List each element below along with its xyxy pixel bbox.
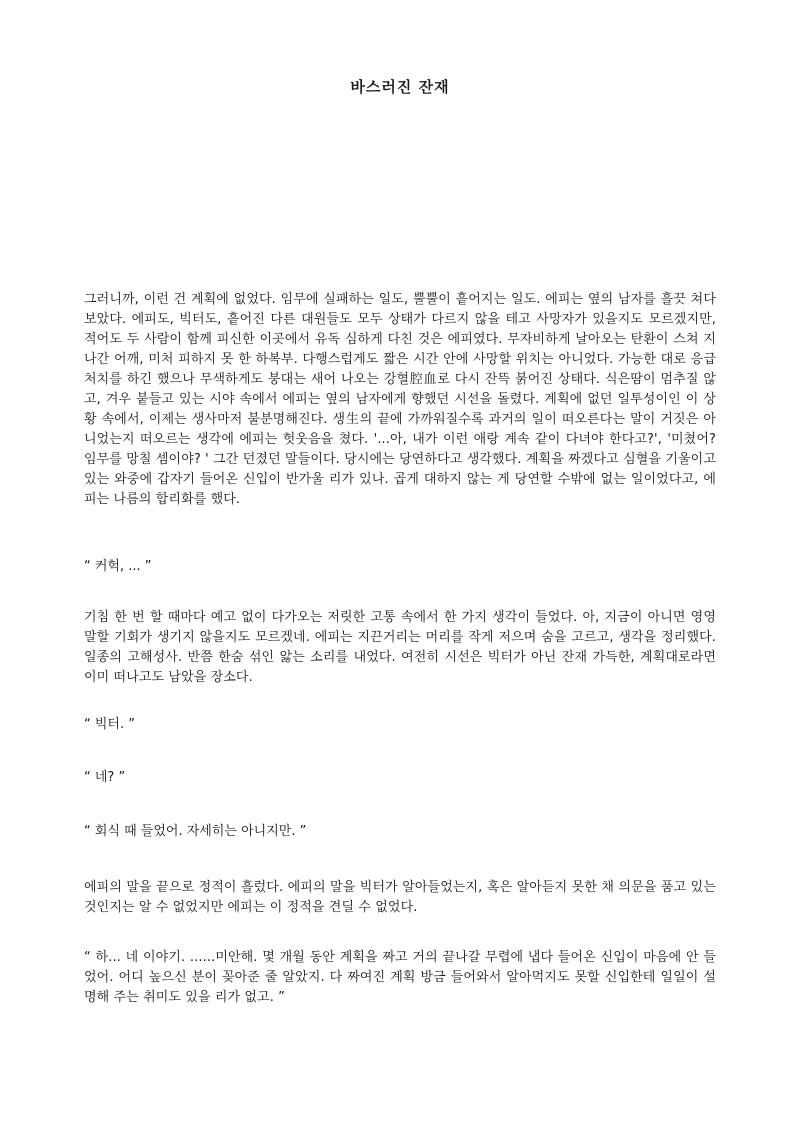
dialogue-paragraph: “ 하... 네 이야기. ......미안해. 몇 개월 동안 계획을 짜고 거의 끝나갈 무렵에 냅다 들어온 신입이 마음에 안 들었어. 어디 높으신 분이 꽂아준 줄 알았지. 다 짜여진 계획 방금 들어와서 알아먹지도 못할 신입한테 일일이 설명해 주는 취미도 있을 리가 없고. ”: [84, 950, 716, 1005]
narrative-paragraph: 그러니까, 이런 건 계획에 없었다. 임무에 실패하는 일도, 뿔뿔이 흩어지는 일도. 에피는 옆의 남자를 흘끗 쳐다보았다. 에피도, 빅터도, 흩어진 다른 대원들도 모두 상태가 다르지 않을 테고 사망자가 있을지도 모르겠지만, 적어도 두 사람이 함께 피신한 이곳에서 유독 심하게 다친 것은 에피였다. 무자비하게 날아오는 탄환이 스쳐 지나간 어깨, 미처 피하지 못 한 하복부. 다행스럽게도 짧은 시간 안에 사망할 위치는 아니었다. 가능한 대로 응급처치를 하긴 했으나 무색하게도 붕대는 새어 나오는 강혈腔血로 다시 잔뜩 붉어진 상태다. 식은땀이 멈추질 않고, 겨우 붙들고 있는 시야 속에서 에피는 옆의 남자에게 향했던 시선을 돌렸다. 계획에 없던 일투성이인 이 상황 속에서, 이제는 생사마저 불분명해진다. 생生의 끝에 가까워질수록 과거의 일이 떠오른다는 말이 거짓은 아니었는지 떠오르는 생각에 에피는 헛웃음을 쳤다. '...아, 내가 이런 애랑 계속 같이 다녀야 한다고?', '미쳤어? 임무를 망칠 셈이야? ' 그간 던졌던 말들이다. 당시에는 당연하다고 생각했다. 계획을 짜겠다고 심혈을 기울이고 있는 와중에 갑자기 들어온 신입이 반가울 리가 있나. 곱게 대하지 않는 게 당연할 수밖에 없는 일이었다고, 에피는 나름의 합리화를 했다.: [84, 292, 716, 507]
narrative-paragraph: 기침 한 번 할 때마다 예고 없이 다가오는 저릿한 고통 속에서 한 가지 생각이 들었다. 아, 지금이 아니면 영영 말할 기회가 생기지 않을지도 모르겠네. 에피는 지끈거리는 머리를 작게 저으며 숨을 고르고, 생각을 정리했다. 일종의 고해성사. 반쯤 한숨 섞인 앓는 소리를 내었다. 여전히 시선은 빅터가 아닌 잔재 가득한, 계획대로라면 이미 떠나고도 남았을 장소다.: [84, 610, 716, 685]
document-title: 바스러진 잔재: [350, 78, 450, 96]
dialogue-line: “ 빅터. ”: [84, 717, 135, 732]
dialogue-line: “ 회식 때 들었어. 자세히는 아니지만. ”: [84, 824, 307, 839]
narrative-paragraph: 에피의 말을 끝으로 정적이 흘렀다. 에피의 말을 빅터가 알아들었는지, 혹은 알아듣지 못한 채 의문을 품고 있는 것인지는 알 수 없었지만 에피는 이 정적을 견딜 수 없었다.: [84, 880, 716, 915]
dialogue-line: “ 네? ”: [84, 770, 126, 785]
dialogue-line: “ 커헉, ... ”: [84, 559, 152, 574]
